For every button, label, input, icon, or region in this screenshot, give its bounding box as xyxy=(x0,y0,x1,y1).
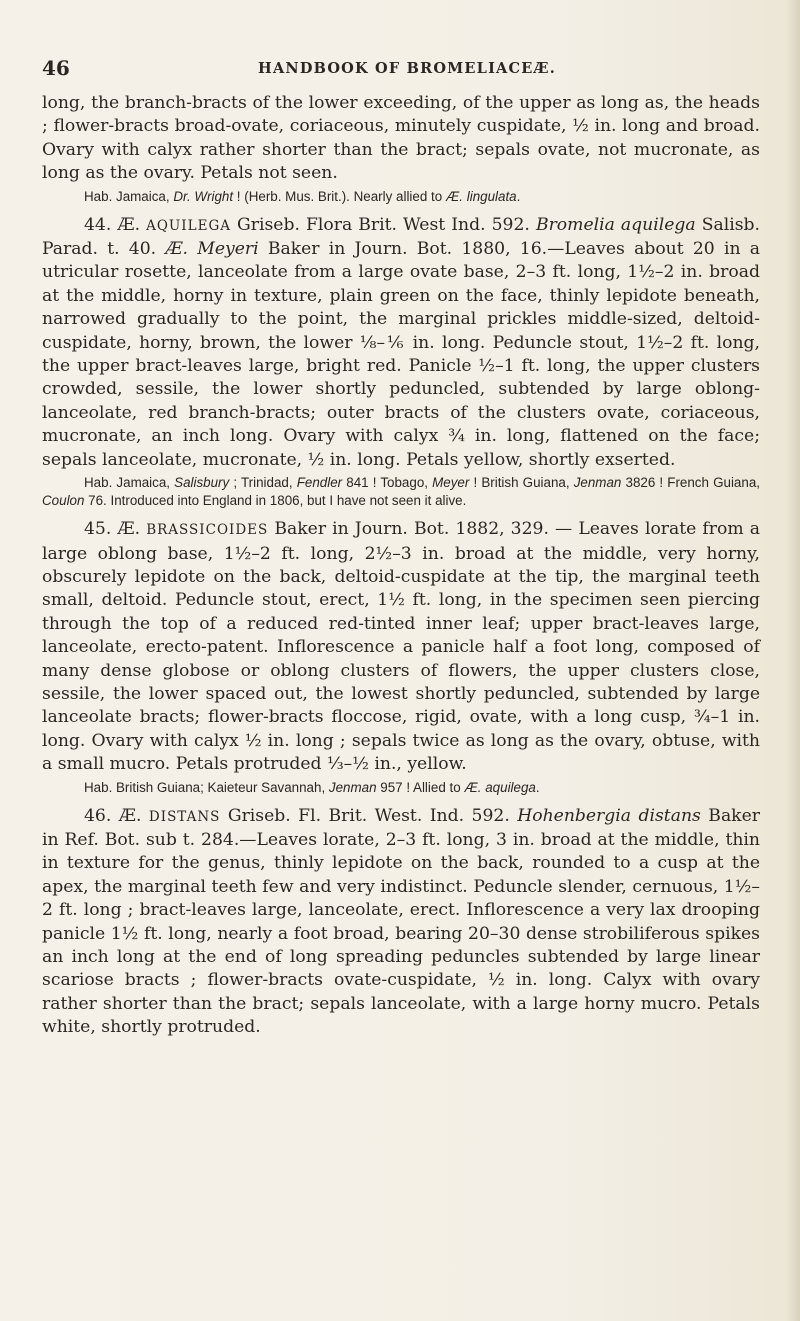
species-entry-44 xyxy=(42,214,760,472)
page-content xyxy=(42,92,760,1040)
italic-run: Bromelia aquilega xyxy=(535,214,696,235)
text-run: Griseb. Flora Brit. West Ind. 592. xyxy=(231,214,536,235)
italic-run: Æ. lingulata xyxy=(445,188,517,204)
text-run: ! British Guiana, xyxy=(469,475,574,491)
text-run: long, the branch-bracts of the lower exceeding, of the upper as long as, the heads ; flower-bracts broad-ovate, coriaceous, minutely cuspidate, ½ in. long and broad. Ovary with calyx rather shorter than the bract; sepals ovate, not mucronate, as long as the ovary. Petals not seen. xyxy=(42,93,760,184)
text-run: Baker in Ref. Bot. sub t. 284.—Leaves lorate, 2–3 ft. long, 3 in. broad at the middle, thin in texture for the genus, thinly lepidote on the back, rounded to a cusp at the apex, the marginal teeth few and very indistinct. Peduncle slender, cernuous, 1½–2 ft. long ; bract-leaves large, lanceolate, erect. Inflorescence a very lax drooping panicle 1½ ft. long, nearly a foot broad, bearing 20–30 dense strobiliferous spikes an inch long at the end of long spreading peduncles subtended by large linear scariose bracts ; flower-bracts ovate-cuspidate, ½ in. long. Calyx with ovary rather shorter than the bract; sepals lanceolate, with a large horny mucro. Petals white, shortly protruded. xyxy=(42,805,760,1038)
page-number: 46 xyxy=(42,56,70,80)
italic-run: Æ. Meyeri xyxy=(165,239,259,260)
text-run: Hab. British Guiana; Kaieteur Savannah, xyxy=(84,779,329,795)
text-run: 76. Introduced into England in 1806, but I have not seen it alive. xyxy=(84,493,467,509)
text-run: Baker in Journ. Bot. 1880, 16.—Leaves about 20 in a utricular rosette, lanceolate from a large ovate base, 2–3 ft. long, 1½–2 in. broad at the middle, horny in texture, plain green on the face, thinly lepidote beneath, narrowed gradually to the point, the marginal prickles middle-sized, deltoid-cuspidate, horny, brown, the lower ⅛–⅙ in. long. Peduncle stout, 1½–2 ft. long, the upper bract-leaves large, bright red. Panicle ½–1 ft. long, the upper clusters crowded, sessile, the lower shortly peduncled, subtended by large oblong-lanceolate, red branch-bracts; outer bracts of the clusters ovate, coriaceous, mucronate, an inch long. Ovary with calyx ¾ in. long, flattened on the face; sepals lanceolate, mucronate, ½ in. long. Petals yellow, shortly exserted. xyxy=(42,239,761,470)
italic-run: Fendler xyxy=(296,475,343,491)
text-run: Hab. Jamaica, xyxy=(84,475,175,491)
text-run: Baker in Journ. Bot. 1882, 329. — Leaves lorate from a large oblong base, 1½–2 ft. long, 2½–3 in. broad at the middle, very horny, obscurely lepidote on the back, deltoid-cuspidate at the tip, the marginal teeth small, deltoid. Peduncle stout, erect, 1½ ft. long, in the specimen seen piercing through the top of a reduced red-tinted inner leaf; upper bract-leaves large, lanceolate, erecto-patent. Inflorescence a panicle half a foot long, composed of many dense globose or oblong clusters of flowers, the upper clusters close, sessile, the lower spaced out, the lowest shortly peduncled, subtended by large lanceolate bracts; flower-bracts floccose, rigid, ovate, with a long cusp, ¾–1 in. long. Ovary with calyx ½ in. long ; sepals twice as long as the ovary, obtuse, with a small mucro. Petals protruded ⅓–½ in., yellow. xyxy=(42,519,760,775)
text-run: 44. Æ. xyxy=(84,214,147,235)
italic-run: Jenman xyxy=(328,779,377,795)
habitat-note xyxy=(42,188,760,206)
text-run: . xyxy=(516,188,521,204)
italic-run: Salisbury xyxy=(174,475,230,491)
paragraph-continuation xyxy=(42,92,760,186)
species-entry-46 xyxy=(42,805,760,1040)
species-epithet: BRASSICOIDES xyxy=(146,522,269,539)
italic-run: Jenman xyxy=(573,475,622,491)
page-header xyxy=(42,56,772,80)
species-entry-45 xyxy=(42,518,760,776)
text-run: 3826 ! French Guiana, xyxy=(621,475,760,491)
text-run: Salisb. Parad. t. 40. xyxy=(42,214,760,260)
text-run: 841 ! Tobago, xyxy=(342,475,433,491)
text-run: 957 ! Allied to xyxy=(376,779,465,795)
habitat-note xyxy=(42,474,760,510)
text-run: 45. Æ. xyxy=(84,519,147,540)
habitat-note xyxy=(42,779,760,797)
italic-run: Meyer xyxy=(432,475,470,491)
italic-run: Coulon xyxy=(42,493,85,509)
italic-run: Dr. Wright xyxy=(173,188,234,204)
species-epithet: AQUILEGA xyxy=(146,217,231,234)
text-run: ; Trinidad, xyxy=(229,475,297,491)
text-run: Hab. Jamaica, xyxy=(84,188,174,204)
text-run: 46. Æ. xyxy=(84,805,149,826)
text-run: ! (Herb. Mus. Brit.). Nearly allied to xyxy=(233,188,446,204)
italic-run: Æ. aquilega xyxy=(464,779,536,795)
italic-run: Hohenbergia distans xyxy=(517,805,701,826)
page-edge-shadow xyxy=(786,0,800,1321)
text-run: . xyxy=(535,779,540,795)
species-epithet: DISTANS xyxy=(148,808,221,825)
running-head: HANDBOOK OF BROMELIACEÆ. xyxy=(258,60,556,77)
text-run: Griseb. Fl. Brit. West. Ind. 592. xyxy=(220,805,518,826)
